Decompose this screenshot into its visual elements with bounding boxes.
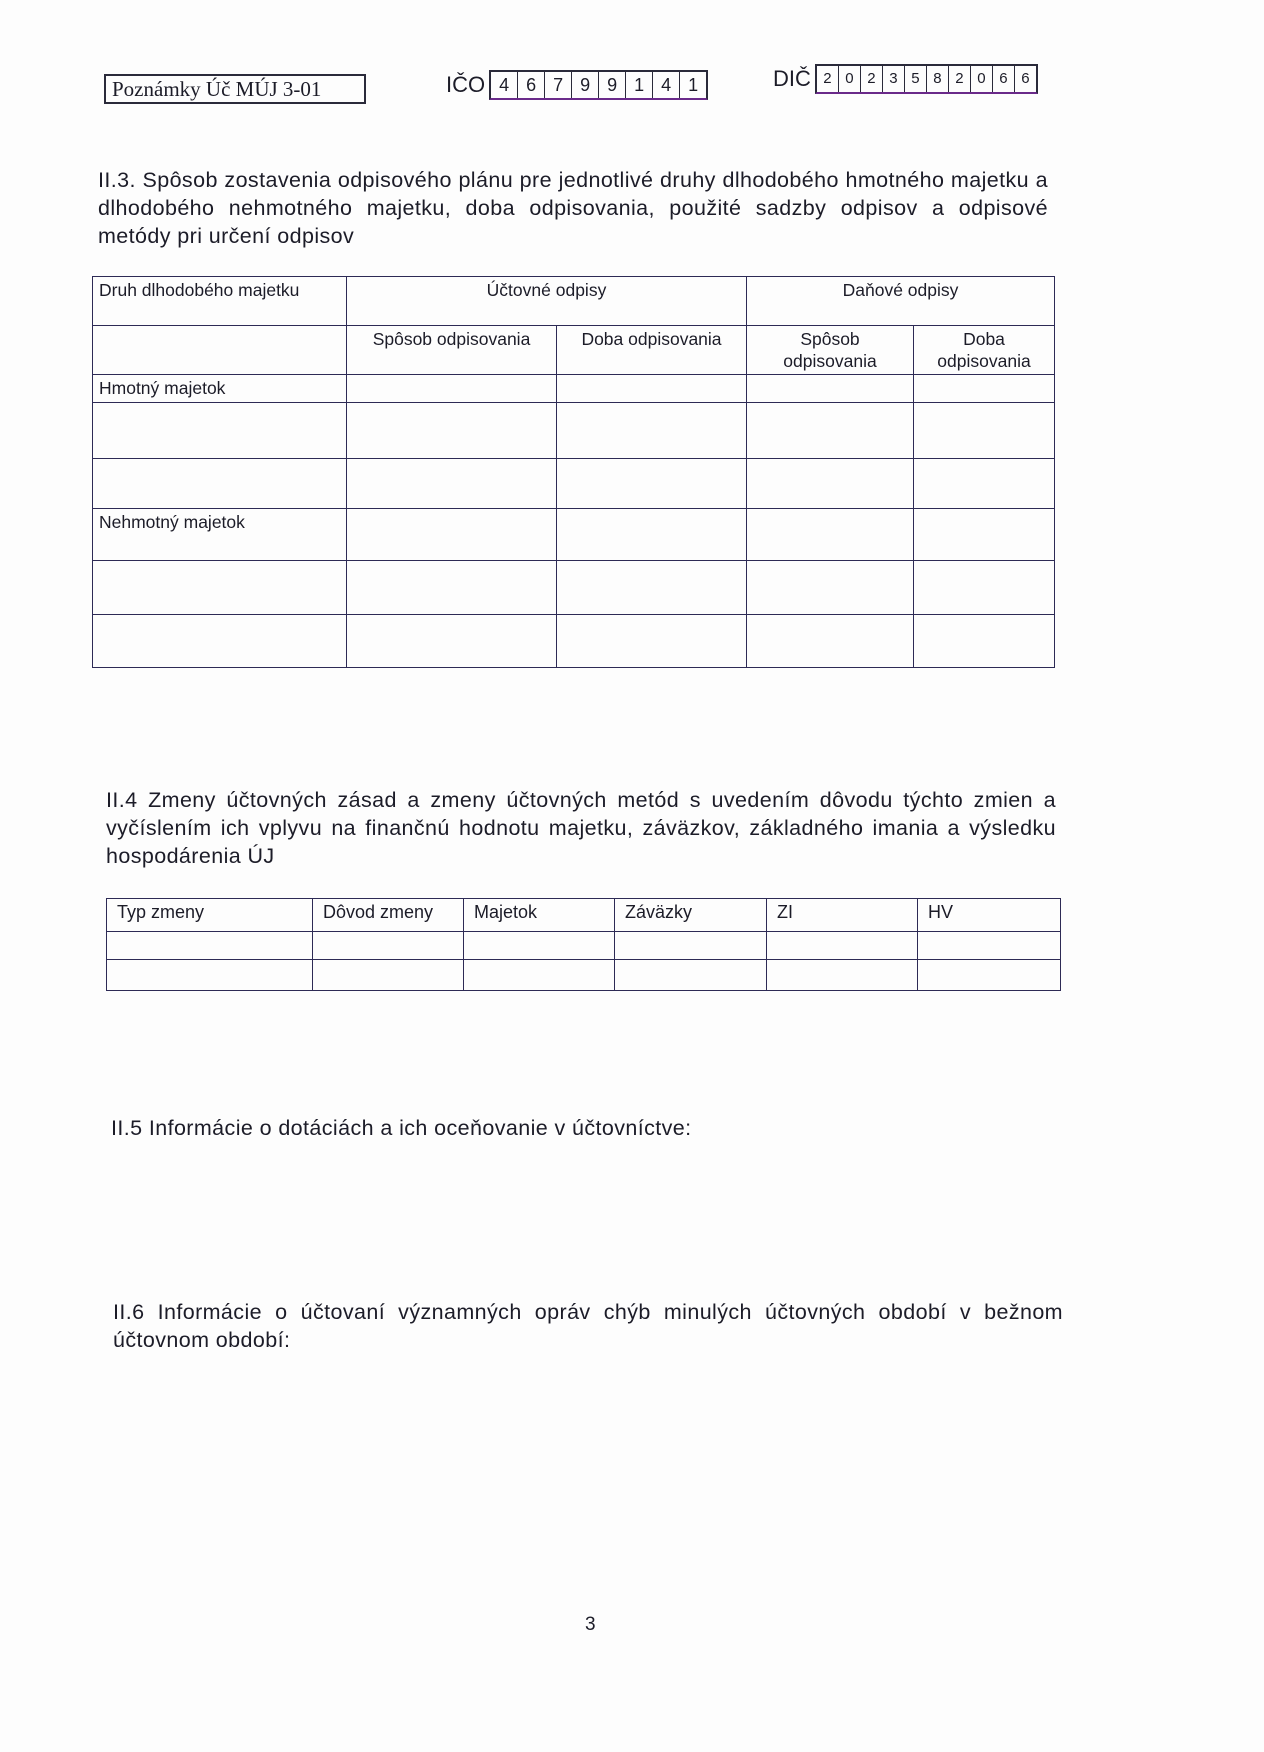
digit-box: 2: [948, 66, 970, 92]
cell[interactable]: [557, 561, 747, 615]
cell[interactable]: [93, 459, 347, 509]
digit-box: 1: [679, 72, 706, 98]
cell[interactable]: [914, 509, 1055, 561]
dic-label: DIČ: [773, 66, 811, 91]
digit-box: 9: [598, 72, 625, 98]
cell[interactable]: [914, 375, 1055, 403]
cell[interactable]: [107, 932, 313, 960]
cell[interactable]: [557, 615, 747, 668]
cell[interactable]: [347, 561, 557, 615]
ico-label: IČO: [446, 72, 486, 97]
header-tax-period: Doba odpisovania: [914, 326, 1055, 375]
ico-digits: [489, 70, 708, 100]
cell[interactable]: [93, 615, 347, 668]
section-2-6-title: II.6 Informácie o účtovaní významných opráv chýb minulých účtovných období v bežnom účtovnom období:: [113, 1300, 1063, 1352]
cell[interactable]: [557, 459, 747, 509]
cell[interactable]: [93, 561, 347, 615]
cell[interactable]: [107, 960, 313, 991]
digit-box: 6: [517, 72, 544, 98]
digit-box: 0: [970, 66, 992, 92]
section-2-3-title: II.3. Spôsob zostavenia odpisového plánu pre jednotlivé druhy dlhodobého hmotného majetku a dlhodobého nehmotného majetku, doba odpisovania, použité sadzby odpisov a odpisové metódy pri určení odpisov: [98, 168, 1048, 248]
column-header: HV: [918, 899, 1061, 932]
digit-box: 6: [992, 66, 1014, 92]
cell[interactable]: [464, 960, 615, 991]
digit-box: 1: [625, 72, 652, 98]
digit-box: 2: [860, 66, 882, 92]
cell[interactable]: [615, 932, 767, 960]
cell[interactable]: [747, 509, 914, 561]
cell[interactable]: [747, 375, 914, 403]
empty-cell: [93, 326, 347, 375]
cell[interactable]: [918, 960, 1061, 991]
header-period: Doba odpisovania: [557, 326, 747, 375]
digit-box: 9: [571, 72, 598, 98]
depreciation-table: [92, 276, 1055, 668]
column-header: Záväzky: [615, 899, 767, 932]
header-accounting-depreciation: Účtovné odpisy: [347, 277, 747, 326]
header-tax-depreciation: Daňové odpisy: [747, 277, 1055, 326]
row-tangible: Hmotný majetok: [93, 375, 347, 403]
cell[interactable]: [313, 932, 464, 960]
digit-box: 3: [882, 66, 904, 92]
cell[interactable]: [557, 403, 747, 459]
cell[interactable]: [747, 403, 914, 459]
cell[interactable]: [747, 459, 914, 509]
cell[interactable]: [914, 615, 1055, 668]
digit-box: 4: [499, 75, 510, 95]
cell[interactable]: [914, 403, 1055, 459]
header-asset-type: Druh dlhodobého majetku: [93, 277, 347, 326]
ico-field: [446, 70, 708, 100]
cell[interactable]: [918, 932, 1061, 960]
column-header: Majetok: [464, 899, 615, 932]
cell[interactable]: [347, 403, 557, 459]
cell[interactable]: [347, 509, 557, 561]
digit-box: 4: [652, 72, 679, 98]
cell[interactable]: [914, 561, 1055, 615]
section-2-5-title: II.5 Informácie o dotáciách a ich oceňovanie v účtovníctve:: [111, 1116, 692, 1140]
header-tax-method: Spôsob odpisovania: [747, 326, 914, 375]
digit-box: 2: [823, 70, 832, 87]
cell[interactable]: [557, 375, 747, 403]
page-number: 3: [585, 1614, 596, 1635]
cell[interactable]: [747, 561, 914, 615]
cell[interactable]: [615, 960, 767, 991]
cell[interactable]: [347, 615, 557, 668]
column-header: ZI: [767, 899, 918, 932]
header-method: Spôsob odpisovania: [347, 326, 557, 375]
cell[interactable]: [93, 403, 347, 459]
dic-field: [773, 64, 1038, 94]
cell[interactable]: [313, 960, 464, 991]
cell[interactable]: [464, 932, 615, 960]
form-label: Poznámky Úč MÚJ 3-01: [104, 74, 366, 104]
column-header: Dôvod zmeny: [313, 899, 464, 932]
cell[interactable]: [747, 615, 914, 668]
changes-table: [106, 898, 1061, 991]
cell[interactable]: [347, 459, 557, 509]
digit-box: 5: [904, 66, 926, 92]
digit-box: 7: [544, 72, 571, 98]
cell[interactable]: [557, 509, 747, 561]
row-intangible: Nehmotný majetok: [93, 509, 347, 561]
section-2-4-title: II.4 Zmeny účtovných zásad a zmeny účtovných metód s uvedením dôvodu týchto zmien a vyčíslením ich vplyvu na finančnú hodnotu majetku, záväzkov, základného imania a výsledku hospodárenia ÚJ: [106, 788, 1056, 868]
digit-box: 6: [1014, 66, 1036, 92]
dic-digits: [815, 64, 1038, 94]
cell[interactable]: [914, 459, 1055, 509]
cell[interactable]: [347, 375, 557, 403]
column-header: Typ zmeny: [107, 899, 313, 932]
cell[interactable]: [767, 960, 918, 991]
digit-box: 0: [838, 66, 860, 92]
cell[interactable]: [767, 932, 918, 960]
digit-box: 8: [926, 66, 948, 92]
